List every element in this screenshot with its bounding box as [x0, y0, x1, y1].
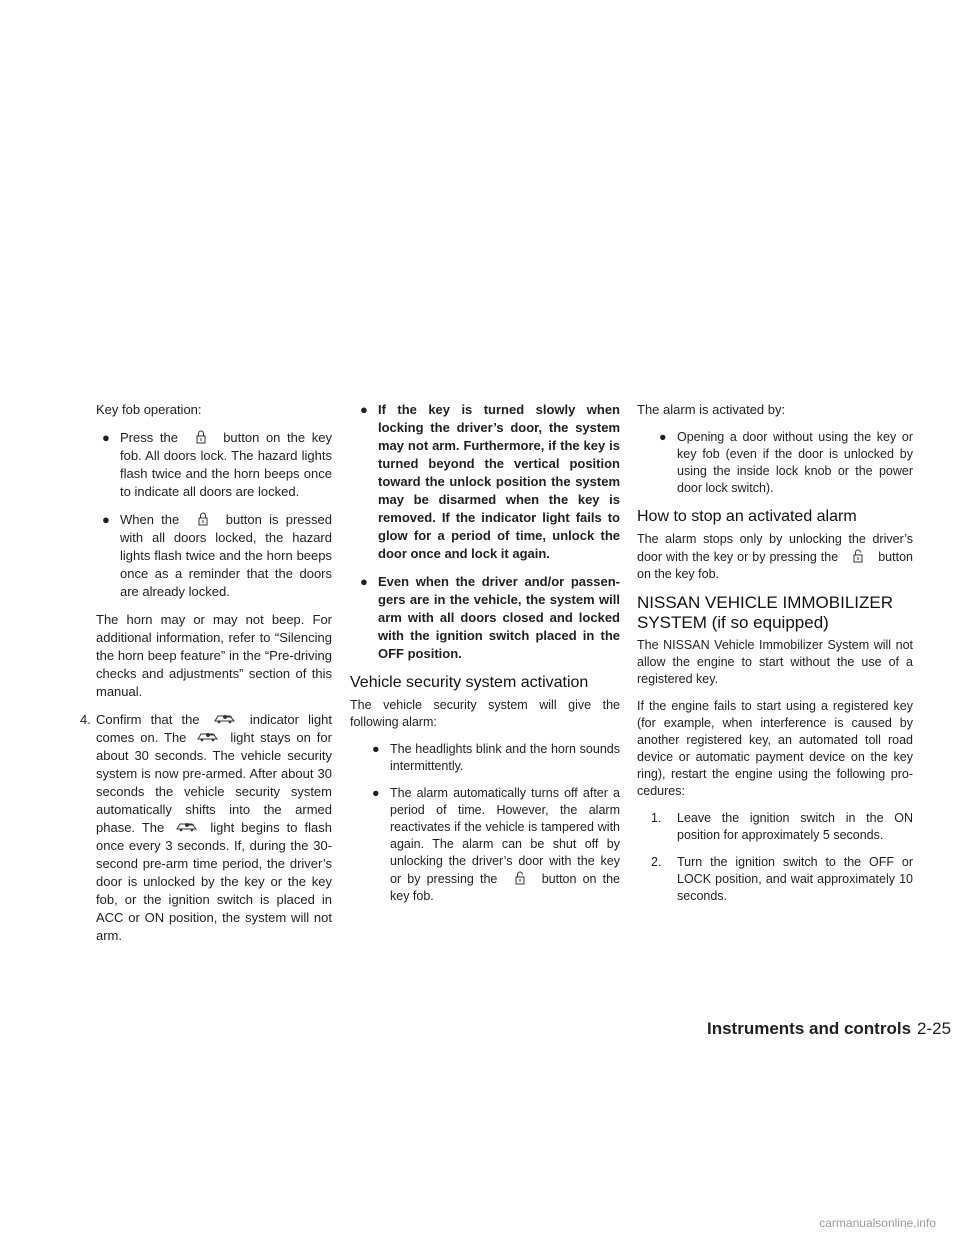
stop-alarm-text: The alarm stops only by unlocking the driver’s door with the key or by pressing the button on the key fob.: [637, 532, 913, 581]
car-key-security-icon: [174, 819, 200, 835]
bullet-lock-repeat: ● When the button is pressed with all doors locked, the hazard lights flash twice and the horn beeps once as a reminder that the doors are already locked.: [102, 512, 332, 599]
heading-activation: Vehicle security system activation: [350, 674, 589, 691]
heading-stop-alarm: How to stop an activated alarm: [637, 508, 857, 525]
horn-note: The horn may or may not beep. For additional information, refer to “Silencing the horn beep feature” in the “Pre-driving checks and adjustments” section of this manual.: [96, 612, 332, 699]
section-name: Instruments and controls: [707, 1019, 912, 1038]
activation-intro: The vehicle security system will give the following alarm:: [350, 698, 620, 729]
column-right: [637, 401, 913, 915]
column-left: [80, 401, 332, 955]
bullet-lock-press: ● Press the button on the key fob. All doors lock. The hazard lights flash twice and the horn beeps once to indicate all doors are locked.: [102, 430, 332, 499]
activated-by: The alarm is activated by:: [637, 402, 786, 417]
unlock-icon: [845, 548, 871, 564]
procedure-step-2: 2. Turn the ignition switch to the OFF or LOCK position, and wait approximately 10 seconds.: [651, 855, 913, 903]
column-middle: [350, 401, 620, 915]
car-key-security-icon: [195, 729, 221, 745]
immobilizer-p2: If the engine fails to start using a registered key (for example, when interference is caused by another registered key, an automated toll road device or automatic payment device on the key ring), restart the engine using the following procedures:: [637, 699, 913, 798]
immobilizer-p1: The NISSAN Vehicle Immobilizer System will not allow the engine to start without the use of a registered key.: [637, 638, 913, 686]
lock-icon: [190, 511, 216, 527]
car-key-security-icon: [212, 711, 238, 727]
warning-turn-key-slowly: ● If the key is turned slowly when locking the driver’s door, the system may not arm. Furthermore, if the key is turned beyond the vertical position toward the unlock position the system may be disarmed when the key is removed. If the indicator light fails to glow for a period of time, unlock the door once and lock it again.: [360, 402, 620, 561]
step-4: 4. Confirm that the indicator light comes on. The light stays on for about 30 seconds. The vehicle security system is now pre-armed. After about 30 seconds the vehicle security system automatically shifts into the armed phase. The light begins to flash once every 3 seconds. If, during the 30-second pre-arm time period, the driver’s door is unlocked by the key or the key fob, or the ignition switch is placed in ACC or ON position, the system will not arm.: [80, 712, 332, 943]
unlock-icon: [507, 870, 533, 886]
heading-immobilizer: NISSAN VEHICLE IMMOBILIZER SYSTEM (if so equipped): [637, 593, 893, 632]
alarm-item-auto-off: ● The alarm automatically turns off after a period of time. However, the alarm reactivates if the vehicle is tampered with again. The alarm can be shut off by unlocking the driver’s door with the key or by pressing the button on the key fob.: [372, 786, 621, 903]
warning-occupants: ● Even when the driver and/or passengers are in the vehicle, the system will arm with all doors closed and locked with the ignition switch placed in the OFF position.: [360, 574, 620, 661]
alarm-trigger-door: ● Opening a door without using the key or key fob (even if the door is unlocked by using the inside lock knob or the power door lock switch).: [659, 430, 913, 495]
page-footer: [707, 1019, 952, 1038]
procedure-step-1: 1. Leave the ignition switch in the ON position for approximately 5 seconds.: [651, 811, 913, 842]
alarm-item-headlights: ● The headlights blink and the horn sounds intermittently.: [372, 742, 620, 773]
watermark: carmanualsonline.info: [819, 1216, 936, 1230]
key-fob-intro: Key fob operation:: [96, 402, 202, 417]
lock-icon: [188, 429, 214, 445]
page-number: 2-25: [917, 1019, 952, 1038]
